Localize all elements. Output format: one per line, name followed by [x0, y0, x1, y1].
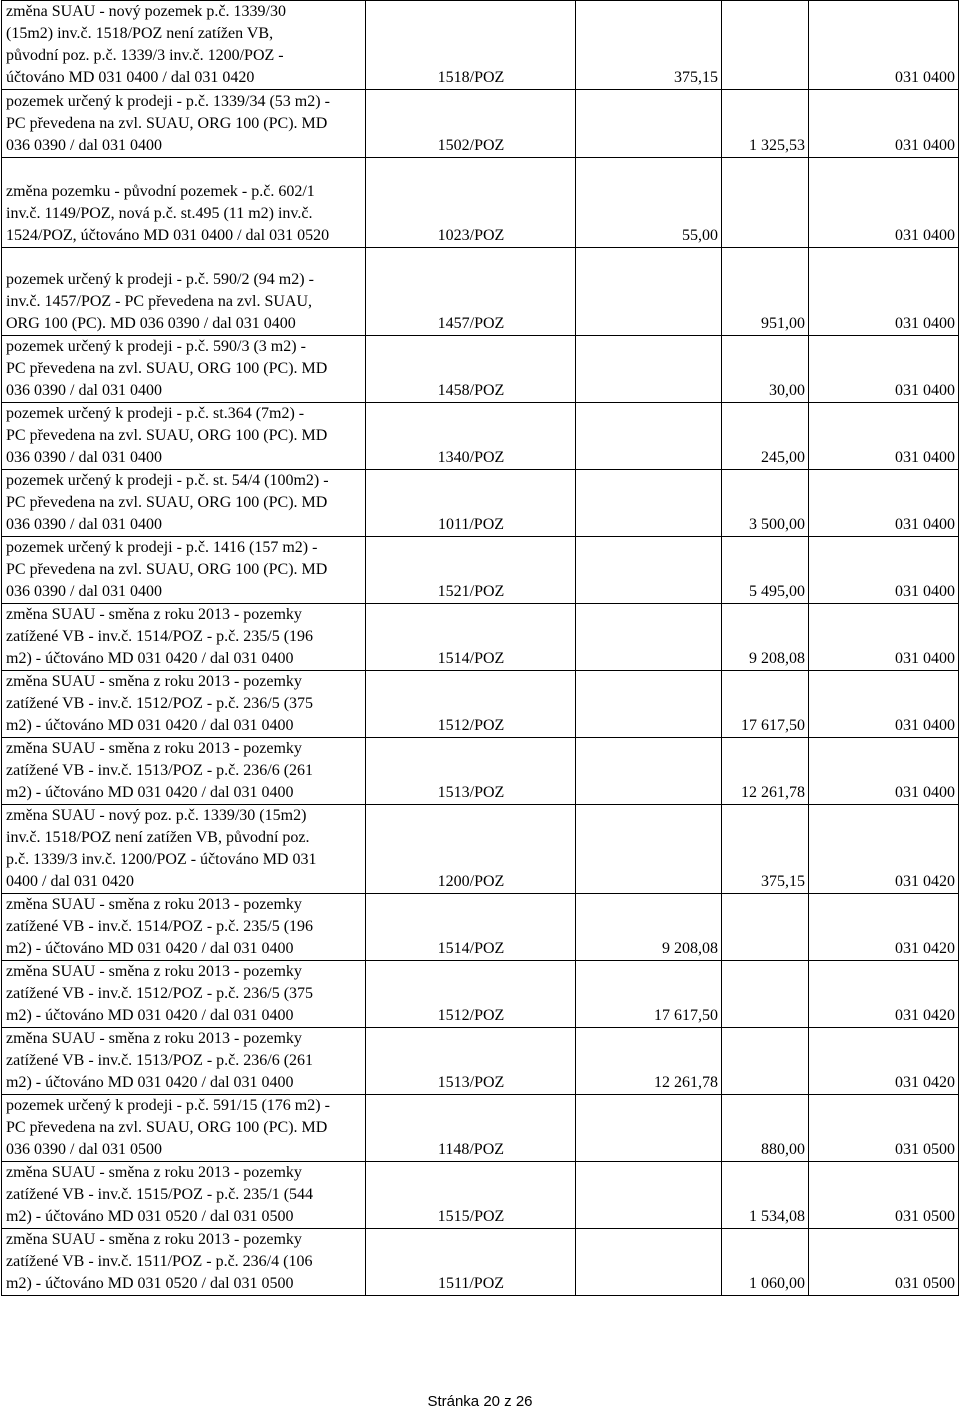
row-description: změna SUAU - směna z roku 2013 - pozemky zatížené VB - inv.č. 1514/POZ - p.č. 235/5 (196 m2) - účtováno MD 031 0420 / dal 031 0400 — [2, 604, 366, 671]
row-account: 031 0420 — [809, 961, 959, 1028]
row-description: změna SUAU - směna z roku 2013 - pozemky zatížené VB - inv.č. 1512/POZ - p.č. 236/5 (375 m2) - účtováno MD 031 0420 / dal 031 0400 — [2, 671, 366, 738]
row-description: změna SUAU - nový poz. p.č. 1339/30 (15m2) inv.č. 1518/POZ není zatížen VB, původní poz. p.č. 1339/3 inv.č. 1200/POZ - účtováno MD 031 0400 / dal 031 0420 — [2, 805, 366, 894]
row-account: 031 0400 — [809, 1, 959, 90]
ledger-table — [1, 0, 959, 1296]
row-amount-right — [722, 158, 809, 248]
row-document-number: 1023/POZ — [366, 158, 576, 248]
row-amount-left — [576, 336, 722, 403]
row-account: 031 0400 — [809, 336, 959, 403]
table-row — [2, 158, 959, 248]
row-account: 031 0500 — [809, 1095, 959, 1162]
row-document-number: 1518/POZ — [366, 1, 576, 90]
row-amount-left — [576, 1095, 722, 1162]
row-amount-left: 375,15 — [576, 1, 722, 90]
row-description: pozemek určený k prodeji - p.č. st. 54/4 (100m2) - PC převedena na zvl. SUAU, ORG 100 (PC). MD 036 0390 / dal 031 0400 — [2, 470, 366, 537]
row-document-number: 1502/POZ — [366, 90, 576, 158]
row-account: 031 0420 — [809, 805, 959, 894]
row-description: změna SUAU - směna z roku 2013 - pozemky zatížené VB - inv.č. 1512/POZ - p.č. 236/5 (375 m2) - účtováno MD 031 0420 / dal 031 0400 — [2, 961, 366, 1028]
row-document-number: 1148/POZ — [366, 1095, 576, 1162]
table-row — [2, 1028, 959, 1095]
row-amount-left: 17 617,50 — [576, 961, 722, 1028]
row-amount-right — [722, 894, 809, 961]
row-amount-left — [576, 738, 722, 805]
row-amount-right: 1 060,00 — [722, 1229, 809, 1296]
row-amount-left: 9 208,08 — [576, 894, 722, 961]
row-account: 031 0400 — [809, 158, 959, 248]
row-description: pozemek určený k prodeji - p.č. 591/15 (176 m2) - PC převedena na zvl. SUAU, ORG 100 (PC). MD 036 0390 / dal 031 0500 — [2, 1095, 366, 1162]
row-account: 031 0500 — [809, 1229, 959, 1296]
row-amount-left — [576, 671, 722, 738]
row-account: 031 0420 — [809, 1028, 959, 1095]
row-document-number: 1514/POZ — [366, 604, 576, 671]
table-row — [2, 604, 959, 671]
row-amount-right — [722, 961, 809, 1028]
table-row — [2, 537, 959, 604]
row-account: 031 0420 — [809, 894, 959, 961]
row-amount-right: 1 325,53 — [722, 90, 809, 158]
table-row — [2, 805, 959, 894]
row-document-number: 1200/POZ — [366, 805, 576, 894]
row-account: 031 0400 — [809, 738, 959, 805]
row-document-number: 1511/POZ — [366, 1229, 576, 1296]
row-amount-right — [722, 1, 809, 90]
row-description: změna SUAU - směna z roku 2013 - pozemky zatížené VB - inv.č. 1513/POZ - p.č. 236/6 (261 m2) - účtováno MD 031 0420 / dal 031 0400 — [2, 738, 366, 805]
row-amount-left — [576, 604, 722, 671]
table-row — [2, 1162, 959, 1229]
row-amount-right: 30,00 — [722, 336, 809, 403]
row-document-number: 1512/POZ — [366, 961, 576, 1028]
row-document-number: 1458/POZ — [366, 336, 576, 403]
row-description: změna SUAU - směna z roku 2013 - pozemky zatížené VB - inv.č. 1514/POZ - p.č. 235/5 (196 m2) - účtováno MD 031 0420 / dal 031 0400 — [2, 894, 366, 961]
row-amount-right: 880,00 — [722, 1095, 809, 1162]
row-amount-right: 1 534,08 — [722, 1162, 809, 1229]
table-row — [2, 403, 959, 470]
row-description: změna SUAU - směna z roku 2013 - pozemky zatížené VB - inv.č. 1513/POZ - p.č. 236/6 (261 m2) - účtováno MD 031 0420 / dal 031 0400 — [2, 1028, 366, 1095]
row-account: 031 0400 — [809, 470, 959, 537]
row-description: pozemek určený k prodeji - p.č. 590/3 (3 m2) - PC převedena na zvl. SUAU, ORG 100 (PC). MD 036 0390 / dal 031 0400 — [2, 336, 366, 403]
row-account: 031 0400 — [809, 90, 959, 158]
table-row — [2, 1095, 959, 1162]
ledger-sheet — [1, 0, 958, 1296]
row-account: 031 0400 — [809, 604, 959, 671]
row-amount-left — [576, 1162, 722, 1229]
row-description: pozemek určený k prodeji - p.č. 590/2 (94 m2) - inv.č. 1457/POZ - PC převedena na zvl. SUAU, ORG 100 (PC). MD 036 0390 / dal 031 0400 — [2, 248, 366, 336]
row-description: změna SUAU - nový pozemek p.č. 1339/30 (15m2) inv.č. 1518/POZ není zatížen VB, původní poz. p.č. 1339/3 inv.č. 1200/POZ - účtováno MD 031 0400 / dal 031 0420 — [2, 1, 366, 90]
row-document-number: 1515/POZ — [366, 1162, 576, 1229]
row-description: pozemek určený k prodeji - p.č. st.364 (7m2) - PC převedena na zvl. SUAU, ORG 100 (PC). MD 036 0390 / dal 031 0400 — [2, 403, 366, 470]
row-amount-left — [576, 805, 722, 894]
row-document-number: 1457/POZ — [366, 248, 576, 336]
row-amount-left: 55,00 — [576, 158, 722, 248]
row-document-number: 1521/POZ — [366, 537, 576, 604]
row-amount-left: 12 261,78 — [576, 1028, 722, 1095]
table-row — [2, 1229, 959, 1296]
row-amount-left — [576, 403, 722, 470]
row-amount-left — [576, 1229, 722, 1296]
table-row — [2, 738, 959, 805]
table-row — [2, 470, 959, 537]
row-description: změna pozemku - původní pozemek - p.č. 602/1 inv.č. 1149/POZ, nová p.č. st.495 (11 m2) inv.č. 1524/POZ, účtováno MD 031 0400 / dal 031 0520 — [2, 158, 366, 248]
row-document-number: 1514/POZ — [366, 894, 576, 961]
row-amount-right: 951,00 — [722, 248, 809, 336]
page-footer: Stránka 20 z 26 — [427, 1393, 533, 1410]
row-account: 031 0500 — [809, 1162, 959, 1229]
row-amount-left — [576, 537, 722, 604]
table-row — [2, 1, 959, 90]
row-document-number: 1512/POZ — [366, 671, 576, 738]
row-account: 031 0400 — [809, 403, 959, 470]
row-amount-right: 245,00 — [722, 403, 809, 470]
row-account: 031 0400 — [809, 248, 959, 336]
row-description: pozemek určený k prodeji - p.č. 1416 (157 m2) - PC převedena na zvl. SUAU, ORG 100 (PC). MD 036 0390 / dal 031 0400 — [2, 537, 366, 604]
row-description: změna SUAU - směna z roku 2013 - pozemky zatížené VB - inv.č. 1511/POZ - p.č. 236/4 (106 m2) - účtováno MD 031 0520 / dal 031 0500 — [2, 1229, 366, 1296]
table-row — [2, 671, 959, 738]
row-amount-right: 3 500,00 — [722, 470, 809, 537]
row-account: 031 0400 — [809, 671, 959, 738]
table-row — [2, 90, 959, 158]
table-row — [2, 336, 959, 403]
row-amount-right: 12 261,78 — [722, 738, 809, 805]
row-description: pozemek určený k prodeji - p.č. 1339/34 (53 m2) - PC převedena na zvl. SUAU, ORG 100 (PC). MD 036 0390 / dal 031 0400 — [2, 90, 366, 158]
row-amount-right: 17 617,50 — [722, 671, 809, 738]
row-document-number: 1011/POZ — [366, 470, 576, 537]
row-amount-right: 375,15 — [722, 805, 809, 894]
row-amount-left — [576, 248, 722, 336]
row-amount-right — [722, 1028, 809, 1095]
row-document-number: 1513/POZ — [366, 738, 576, 805]
row-description: změna SUAU - směna z roku 2013 - pozemky zatížené VB - inv.č. 1515/POZ - p.č. 235/1 (544 m2) - účtováno MD 031 0520 / dal 031 0500 — [2, 1162, 366, 1229]
row-amount-left — [576, 470, 722, 537]
table-row — [2, 961, 959, 1028]
row-amount-right: 9 208,08 — [722, 604, 809, 671]
table-row — [2, 894, 959, 961]
ledger-body — [2, 1, 959, 1296]
row-amount-right: 5 495,00 — [722, 537, 809, 604]
row-account: 031 0400 — [809, 537, 959, 604]
row-document-number: 1340/POZ — [366, 403, 576, 470]
table-row — [2, 248, 959, 336]
row-document-number: 1513/POZ — [366, 1028, 576, 1095]
row-amount-left — [576, 90, 722, 158]
